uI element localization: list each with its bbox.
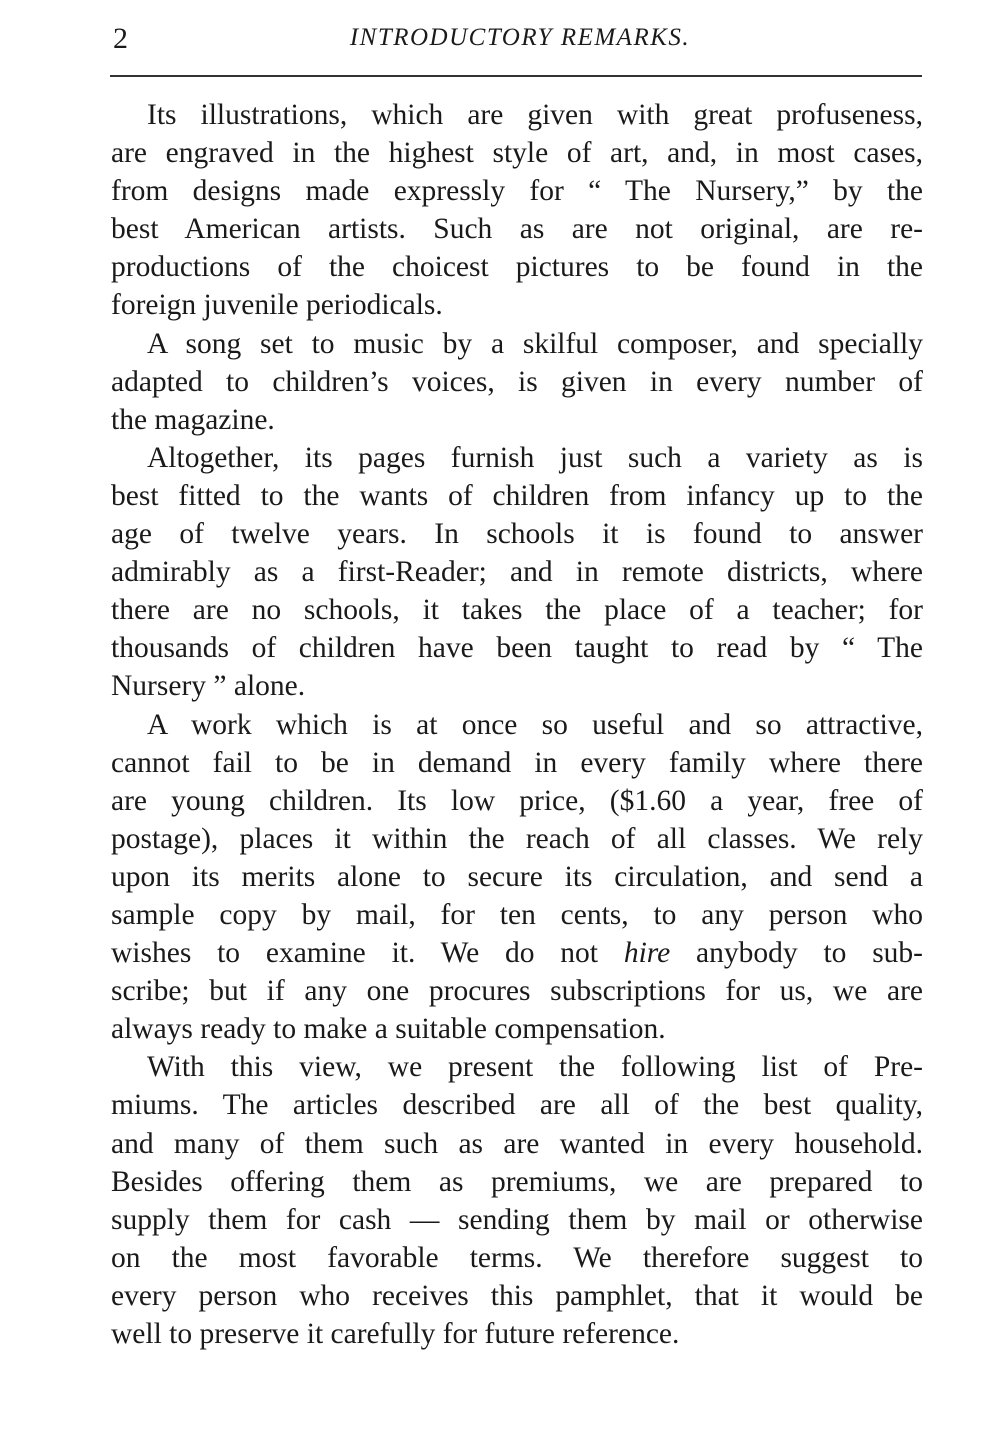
paragraph [111, 439, 923, 706]
text-segment: anybody to sub- [670, 937, 923, 970]
text-line: productions of the choicest pictures to be found in the [111, 251, 923, 284]
text-line: well to preserve it carefully for future reference. [111, 1318, 680, 1350]
text-line: best American artists. Such as are not original, are re- [111, 213, 923, 246]
text-line: best fitted to the wants of children from infancy up to the [111, 479, 923, 512]
italic-emphasis: hire [623, 937, 671, 970]
paragraph [111, 96, 923, 325]
text-line: sample copy by mail, for ten cents, to any person who [111, 898, 923, 931]
text-line: on the most favorable terms. We therefore suggest to [111, 1241, 923, 1274]
text-line: from designs made expressly for “ The Nursery,” by the [111, 175, 923, 208]
text-line: are young children. Its low price, ($1.60 a year, free of [111, 784, 923, 817]
text-line: there are no schools, it takes the place of a teacher; for [111, 594, 923, 627]
text-line: every person who receives this pamphlet, that it would be [111, 1279, 923, 1312]
text-line: the magazine. [111, 403, 275, 436]
text-line: miums. The articles described are all of the best quality, [111, 1089, 923, 1122]
page-number: 2 [113, 22, 128, 55]
text-line: admirably as a first-Reader; and in remote districts, where [111, 556, 923, 589]
text-line: With this view, we present the following list of Pre- [147, 1051, 923, 1084]
text-line: scribe; but if any one procures subscriptions for us, we are [111, 975, 923, 1008]
text-line: A work which is at once so useful and so attractive, [147, 708, 923, 741]
text-line: cannot fail to be in demand in every family where there [111, 746, 923, 779]
paragraph [111, 325, 923, 439]
text-line: Its illustrations, which are given with great profuseness, [147, 99, 923, 131]
text-line: age of twelve years. In schools it is found to answer [111, 518, 923, 551]
text-segment: wishes to examine it. We do not [111, 937, 624, 970]
text-line: and many of them such as are wanted in every household. [111, 1127, 923, 1160]
paragraph [111, 706, 923, 1049]
header-rule [110, 75, 922, 77]
running-title: INTRODUCTORY REMARKS. [349, 24, 691, 51]
text-line: thousands of children have been taught to read by “ The [111, 632, 923, 665]
text-line: postage), places it within the reach of all classes. We rely [111, 822, 923, 855]
text-line: upon its merits alone to secure its circulation, and send a [111, 860, 923, 893]
text-line: are engraved in the highest style of art, and, in most cases, [111, 137, 923, 170]
body-text [111, 96, 923, 1353]
text-line: Altogether, its pages furnish just such a variety as is [147, 441, 923, 474]
paragraph [111, 1048, 923, 1353]
text-line: Nursery ” alone. [111, 670, 306, 703]
text-line: adapted to children’s voices, is given in every number of [111, 365, 923, 398]
text-line [111, 934, 923, 972]
text-line: Besides offering them as premiums, we are prepared to [111, 1165, 923, 1198]
text-line: foreign juvenile periodicals. [111, 289, 443, 322]
text-line: supply them for cash — sending them by mail or otherwise [111, 1203, 923, 1236]
text-line: always ready to make a suitable compensation. [111, 1013, 666, 1046]
text-line: A song set to music by a skilful composer, and specially [147, 327, 923, 360]
